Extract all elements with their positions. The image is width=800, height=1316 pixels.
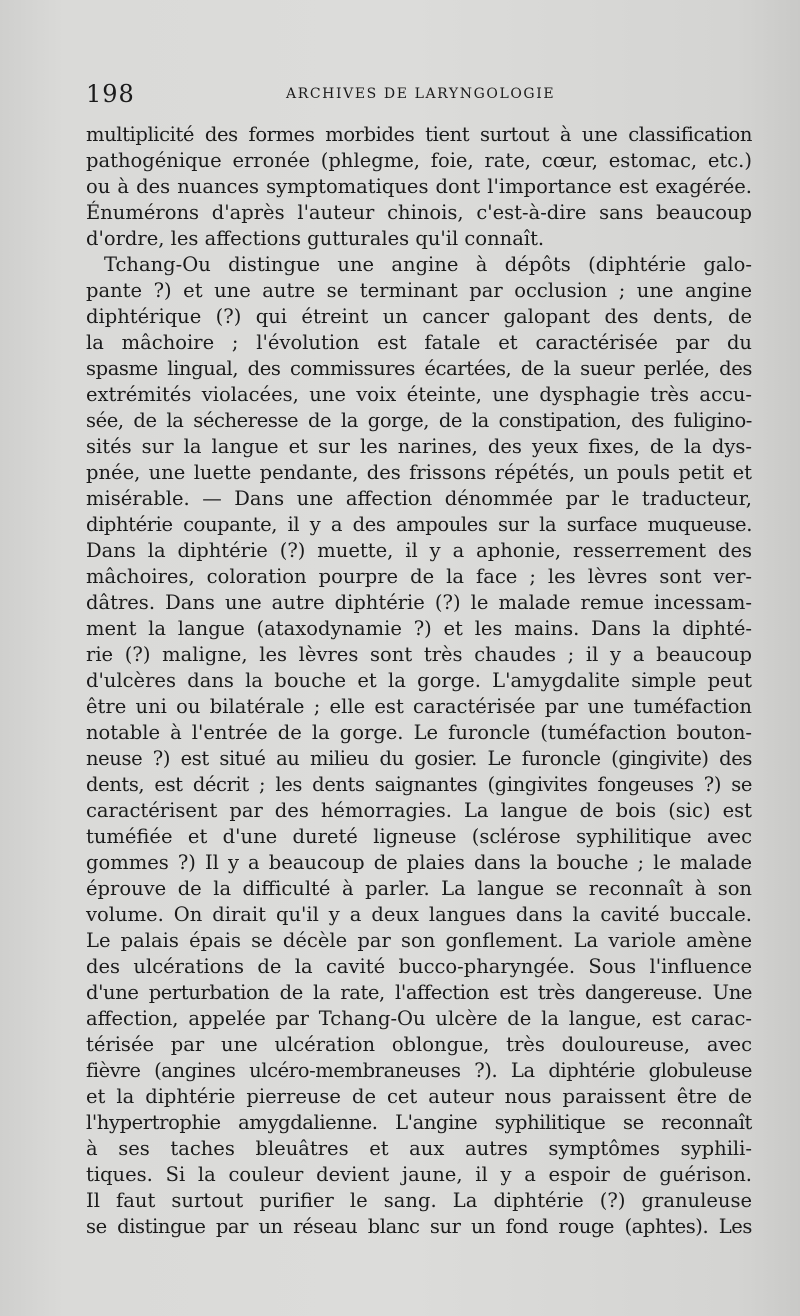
text-line: Le palais épais se décèle par son gonflement. La variole amène <box>86 929 752 952</box>
text-line: ou à des nuances symptomatiques dont l'importance est exagérée. <box>86 175 752 198</box>
text-line: extrémités violacées, une voix éteinte, une dysphagie très accu- <box>86 383 752 406</box>
text-line: pante ?) et une autre se terminant par occlusion ; une angine <box>86 279 752 302</box>
text-line: volume. On dirait qu'il y a deux langues dans la cavité buccale. <box>86 903 752 926</box>
text-line: Tchang-Ou distingue une angine à dépôts (diphtérie galo- <box>104 253 752 276</box>
text-line: tiques. Si la couleur devient jaune, il y a espoir de guérison. <box>86 1163 752 1186</box>
page-header <box>86 80 766 108</box>
text-line: tuméfiée et d'une dureté ligneuse (sclérose syphilitique avec <box>86 825 752 848</box>
text-line: sités sur la langue et sur les narines, des yeux fixes, de la dys- <box>86 435 752 458</box>
text-line: affection, appelée par Tchang-Ou ulcère de la langue, est carac- <box>86 1007 752 1030</box>
text-line: d'ordre, les affections gutturales qu'il connaît. <box>86 227 545 250</box>
text-line: diphtérique (?) qui étreint un cancer galopant des dents, de <box>86 305 752 328</box>
text-line: diphtérie coupante, il y a des ampoules sur la surface muqueuse. <box>86 513 752 536</box>
text-line: l'hypertrophie amygdalienne. L'angine syphilitique se reconnaît <box>86 1111 752 1134</box>
text-line: dâtres. Dans une autre diphtérie (?) le malade remue incessam- <box>86 591 752 614</box>
text-line: notable à l'entrée de la gorge. Le furoncle (tuméfaction bouton- <box>86 721 752 744</box>
text-line: Dans la diphtérie (?) muette, il y a aphonie, resserrement des <box>86 539 752 562</box>
text-line: et la diphtérie pierreuse de cet auteur nous paraissent être de <box>86 1085 752 1108</box>
text-line: multiplicité des formes morbides tient surtout à une classification <box>86 123 752 146</box>
text-line: ment la langue (ataxodynamie ?) et les mains. Dans la diphté- <box>86 617 752 640</box>
text-line: se distingue par un réseau blanc sur un fond rouge (aphtes). Les <box>86 1215 752 1238</box>
text-line: être uni ou bilatérale ; elle est caractérisée par une tuméfaction <box>86 695 752 718</box>
text-line: pathogénique erronée (phlegme, foie, rate, cœur, estomac, etc.) <box>86 149 752 172</box>
text-line: pnée, une luette pendante, des frissons répétés, un pouls petit et <box>86 461 752 484</box>
text-line: d'ulcères dans la bouche et la gorge. L'amygdalite simple peut <box>86 669 752 692</box>
text-line: misérable. — Dans une affection dénommée par le traducteur, <box>86 487 752 510</box>
text-line: la mâchoire ; l'évolution est fatale et caractérisée par du <box>86 331 752 354</box>
text-line: gommes ?) Il y a beaucoup de plaies dans la bouche ; le malade <box>86 851 752 874</box>
text-line: rie (?) maligne, les lèvres sont très chaudes ; il y a beaucoup <box>86 643 752 666</box>
text-line: d'une perturbation de la rate, l'affection est très dangereuse. Une <box>86 981 752 1004</box>
text-line: caractérisent par des hémorragies. La langue de bois (sic) est <box>86 799 752 822</box>
text-line: éprouve de la difficulté à parler. La langue se reconnaît à son <box>86 877 752 900</box>
text-line: à ses taches bleuâtres et aux autres symptômes syphili- <box>86 1137 752 1160</box>
page-number: 198 <box>86 80 135 108</box>
body-text <box>86 122 752 1240</box>
text-line: dents, est décrit ; les dents saignantes (gingivites fongeuses ?) se <box>86 773 752 796</box>
text-line: Énumérons d'après l'auteur chinois, c'est-à-dire sans beaucoup <box>86 201 752 224</box>
running-head: ARCHIVES DE LARYNGOLOGIE <box>286 86 556 102</box>
text-line: spasme lingual, des commissures écartées, de la sueur perlée, des <box>86 357 752 380</box>
text-line: fièvre (angines ulcéro-membraneuses ?). La diphtérie globuleuse <box>86 1059 752 1082</box>
text-line: neuse ?) est situé au milieu du gosier. Le furoncle (gingivite) des <box>86 747 752 770</box>
text-line: sée, de la sécheresse de la gorge, de la constipation, des fuligino- <box>86 409 752 432</box>
text-line: Il faut surtout purifier le sang. La diphtérie (?) granuleuse <box>86 1189 752 1212</box>
text-line: des ulcérations de la cavité bucco-pharyngée. Sous l'influence <box>86 955 752 978</box>
text-line: térisée par une ulcération oblongue, très douloureuse, avec <box>86 1033 752 1056</box>
text-line: mâchoires, coloration pourpre de la face ; les lèvres sont ver- <box>86 565 752 588</box>
